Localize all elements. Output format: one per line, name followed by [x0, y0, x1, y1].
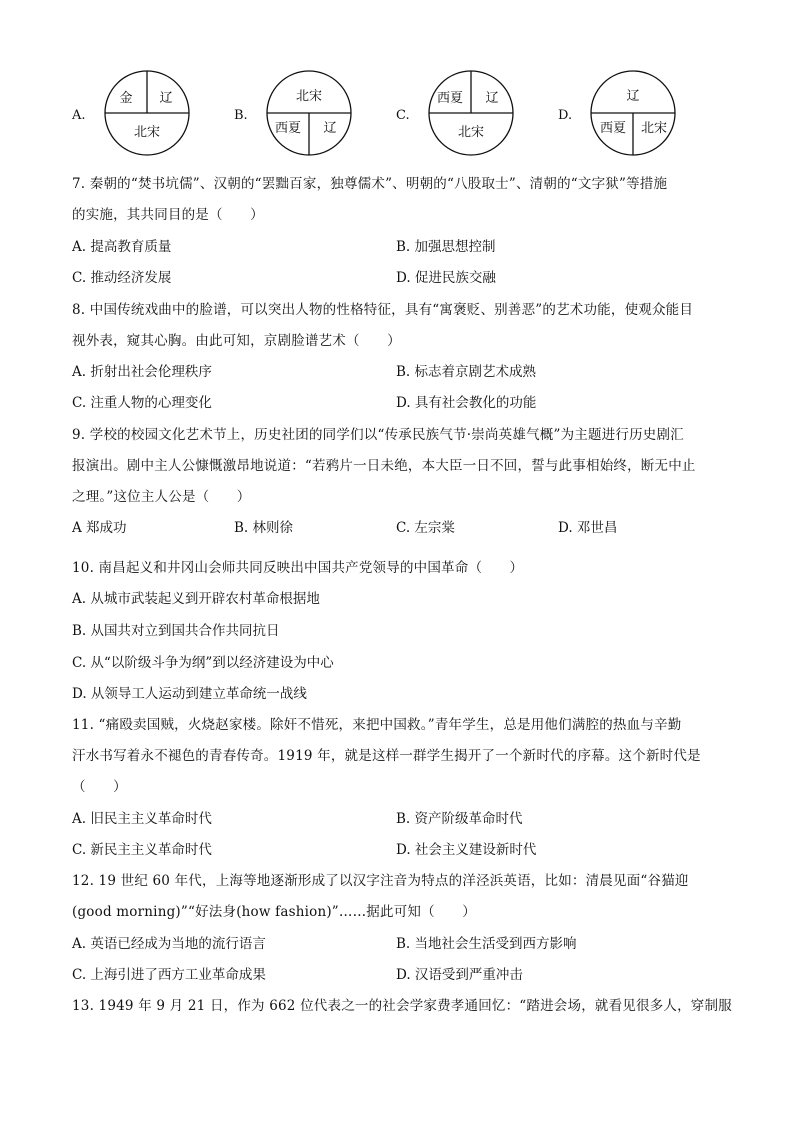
q8-option-d[interactable]: D. 具有社会教化的功能	[396, 395, 537, 411]
q7-option-c[interactable]: C. 推动经济发展	[72, 270, 172, 286]
label-liao: 辽	[626, 89, 640, 104]
q12-option-c[interactable]: C. 上海引进了西方工业革命成果	[72, 967, 266, 983]
q11-stem-line3: （ ）	[72, 779, 127, 795]
territory-diagram-d	[578, 70, 688, 165]
q7-option-b[interactable]: B. 加强思想控制	[396, 239, 496, 255]
territory-diagram-b	[254, 70, 364, 165]
q13-stem-line1: 13. 1949 年 9 月 21 日，作为 662 位代表之一的社会学家费孝通回忆：“踏进会场，就看见很多人，穿制服	[72, 998, 732, 1014]
territory-diagram-a	[92, 70, 202, 165]
q8-stem-line1: 8. 中国传统戏曲中的脸谱，可以突出人物的性格特征，具有“寓褒贬、别善恶”的艺术功能，使观众能目	[72, 302, 694, 318]
q11-stem-line2: 汗水书写着永不褪色的青春传奇。1919 年，就是这样一群学生揭开了一个新时代的序幕。这个新时代是	[72, 748, 701, 764]
label-jin: 金	[119, 91, 133, 106]
q12-option-b[interactable]: B. 当地社会生活受到西方影响	[396, 936, 577, 952]
q9-option-d[interactable]: D. 邓世昌	[558, 520, 618, 536]
q12-option-d[interactable]: D. 汉语受到严重冲击	[396, 967, 523, 983]
q10-option-a[interactable]: A. 从城市武装起义到开辟农村革命根据地	[72, 591, 320, 607]
q9-stem-line2: 报演出。剧中主人公慷慨激昂地说道：“若鸦片一日未绝，本大臣一日不回，誓与此事相始终，断无中止	[72, 458, 696, 474]
q7-option-a[interactable]: A. 提高教育质量	[72, 239, 172, 255]
label-liao: 辽	[323, 121, 337, 136]
q6-options	[0, 70, 794, 165]
q9-stem-line3: 之理。”这位主人公是（ ）	[72, 489, 251, 505]
option-letter: B.	[234, 108, 248, 123]
q8-option-c[interactable]: C. 注重人物的心理变化	[72, 395, 212, 411]
q9-option-a[interactable]: A 郑成功	[72, 520, 127, 536]
q11-stem-line1: 11. “痛殴卖国贼，火烧赵家楼。除奸不惜死，来把中国救。”青年学生，总是用他们满腔的热血与辛勤	[72, 717, 682, 733]
label-xixia: 西夏	[436, 91, 464, 106]
q8-stem-line2: 视外表，窥其心胸。由此可知，京剧脸谱艺术（ ）	[72, 333, 401, 349]
q10-option-c[interactable]: C. 从“以阶级斗争为纲”到以经济建设为中心	[72, 655, 334, 671]
label-xixia: 西夏	[274, 121, 302, 136]
label-beisong: 北宋	[457, 125, 485, 140]
label-xixia: 西夏	[599, 121, 627, 136]
q10-option-d[interactable]: D. 从领导工人运动到建立革命统一战线	[72, 686, 307, 702]
q12-stem-line2: (good morning)”“好法身(how fashion)”……据此可知（ ）	[72, 904, 476, 920]
q11-option-a[interactable]: A. 旧民主主义革命时代	[72, 811, 212, 827]
label-liao: 辽	[485, 91, 499, 106]
q12-stem-line1: 12. 19 世纪 60 年代，上海等地逐渐形成了以汉字注音为特点的洋泾浜英语，比如：清晨见面“谷猫迎	[72, 873, 689, 889]
q9-option-c[interactable]: C. 左宗棠	[396, 520, 455, 536]
q10-option-b[interactable]: B. 从国共对立到国共合作共同抗日	[72, 623, 280, 639]
option-letter: A.	[72, 108, 86, 123]
q11-option-d[interactable]: D. 社会主义建设新时代	[396, 842, 537, 858]
q7-stem-line1: 7. 秦朝的“焚书坑儒”、汉朝的“罢黜百家，独尊儒术”、明朝的“八股取士”、清朝的“文字狱”等措施	[72, 176, 668, 192]
q7-option-d[interactable]: D. 促进民族交融	[396, 270, 496, 286]
q8-option-b[interactable]: B. 标志着京剧艺术成熟	[396, 364, 537, 380]
label-liao: 辽	[159, 91, 173, 106]
label-beisong: 北宋	[133, 125, 161, 140]
q8-option-a[interactable]: A. 折射出社会伦理秩序	[72, 364, 212, 380]
q11-option-c[interactable]: C. 新民主主义革命时代	[72, 842, 212, 858]
q9-option-b[interactable]: B. 林则徐	[234, 520, 294, 536]
option-letter: D.	[558, 108, 573, 123]
q10-stem: 10. 南昌起义和井冈山会师共同反映出中国共产党领导的中国革命（ ）	[72, 560, 524, 576]
label-beisong: 北宋	[640, 121, 668, 136]
q11-option-b[interactable]: B. 资产阶级革命时代	[396, 811, 523, 827]
territory-diagram-c	[416, 70, 526, 165]
q12-option-a[interactable]: A. 英语已经成为当地的流行语言	[72, 936, 266, 952]
q9-stem-line1: 9. 学校的校园文化艺术节上，历史社团的同学们以“传承民族气节·崇尚英雄气概”为主题进行历史剧汇	[72, 427, 684, 443]
label-beisong: 北宋	[295, 89, 323, 104]
q7-stem-line2: 的实施，其共同目的是（ ）	[72, 207, 264, 223]
option-letter: C.	[396, 108, 410, 123]
